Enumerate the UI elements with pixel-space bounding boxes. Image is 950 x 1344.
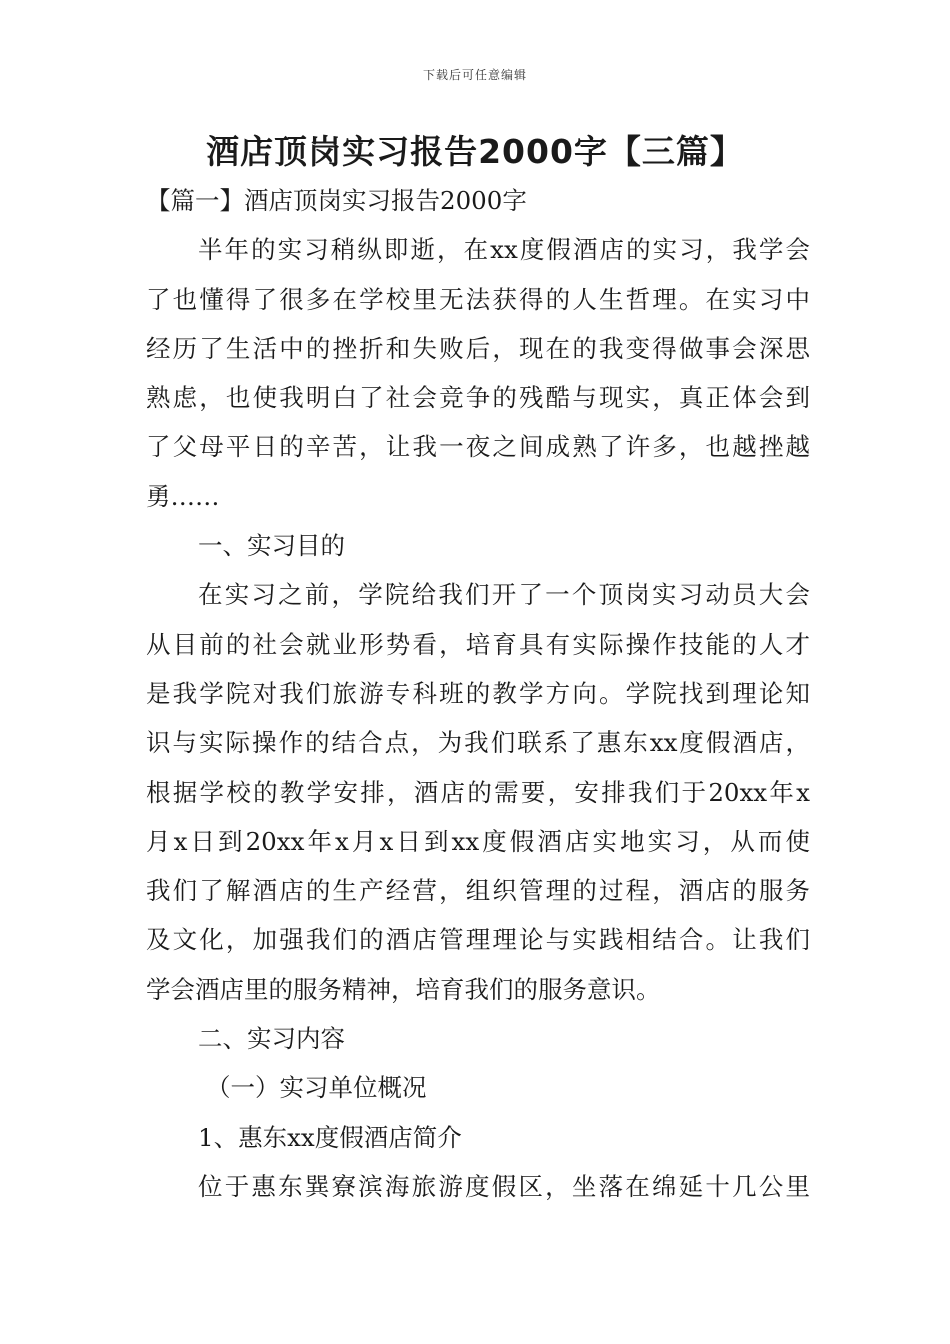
text-line: 学会酒店里的服务精神，培育我们的服务意识。 [146,974,661,1004]
document-title: 酒店顶岗实习报告2000字【三篇】 [206,132,744,171]
header-note: 下载后可任意编辑 [422,68,527,82]
text-line: 我们了解酒店的生产经营，组织管理的过程，酒店的服务 [146,876,810,906]
text-line: 在实习之前，学院给我们开了一个顶岗实习动员大会 [198,580,810,610]
text-line: 熟虑，也使我明白了社会竞争的残酷与现实，真正体会到 [146,383,810,413]
text-line: 一、实习目的 [198,531,345,561]
text-line: 根据学校的教学安排，酒店的需要，安排我们于20xx年x [146,777,810,807]
text-line: 了也懂得了很多在学校里无法获得的人生哲理。在实习中 [146,284,810,314]
text-line: 了父母平日的辛苦，让我一夜之间成熟了许多，也越挫越 [146,432,810,462]
text-line: 1、惠东xx度假酒店简介 [198,1122,462,1152]
text-line: 勇…… [146,481,220,511]
text-line: 是我学院对我们旅游专科班的教学方向。学院找到理论知 [146,678,810,708]
text-line: （一）实习单位概况 [206,1073,427,1103]
text-line: 从目前的社会就业形势看，培育具有实际操作技能的人才 [146,629,810,659]
text-line: 位于惠东巽寮滨海旅游度假区，坐落在绵延十几公里 [198,1171,810,1201]
text-line: 【篇一】酒店顶岗实习报告2000字 [146,186,527,215]
text-line: 及文化，加强我们的酒店管理理论与实践相结合。让我们 [146,925,810,955]
document-body [146,176,810,1211]
text-line: 半年的实习稍纵即逝，在xx度假酒店的实习，我学会 [198,235,810,265]
text-line: 月x日到20xx年x月x日到xx度假酒店实地实习，从而使 [146,826,810,856]
text-line: 二、实习内容 [198,1024,345,1054]
text-line: 经历了生活中的挫折和失败后，现在的我变得做事会深思 [146,333,810,363]
text-line: 识与实际操作的结合点，为我们联系了惠东xx度假酒店， [146,728,810,758]
